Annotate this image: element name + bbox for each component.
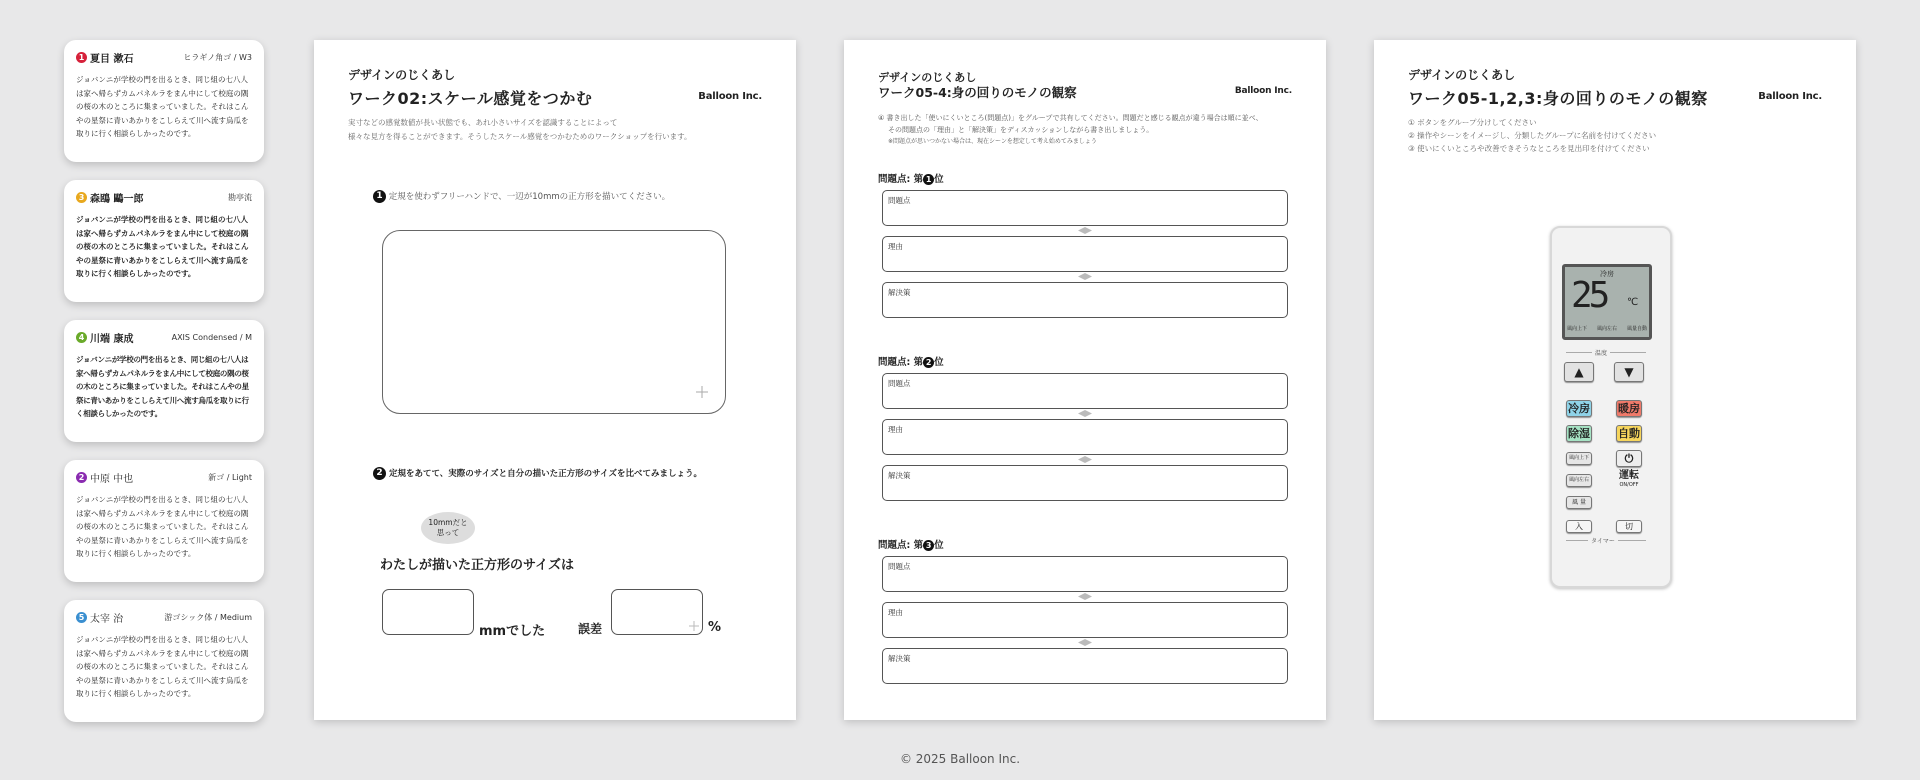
connector-icon (1078, 593, 1092, 600)
card-font-name: 新ゴ / Light (208, 473, 252, 482)
unit-percent-label: % (708, 620, 722, 635)
card-author: 中原 中也 (90, 474, 134, 485)
speech-bubble (421, 512, 475, 544)
dry-mode-button[interactable]: 除湿 (1568, 427, 1590, 440)
series-title: デザインのじくあし (1408, 68, 1516, 82)
onoff-label: ON/OFF (1619, 482, 1639, 488)
question-2 (373, 467, 702, 480)
crosshair-icon (689, 621, 699, 631)
instruction-item: ② 操作やシーンをイメージし、分類したグループに名前を付けてください (1408, 131, 1657, 140)
font-card-2 (64, 460, 264, 582)
desc-line-2: 様々な見方を得ることができます。そうしたスケール感覚をつかむためのワークショップを行います。 (348, 132, 692, 141)
card-number-badge: 3 (76, 192, 87, 203)
connector-icon (1078, 639, 1092, 646)
reason-field[interactable]: 理由 (882, 602, 1288, 638)
page-description (878, 112, 1318, 148)
solution-field[interactable]: 解決策 (882, 465, 1288, 501)
card-author: 太宰 治 (90, 614, 124, 625)
card-font-name: AXIS Condensed / M (171, 333, 252, 342)
lcd-label: 風向左右 (1596, 326, 1617, 332)
card-number-badge: 5 (76, 612, 87, 623)
card-sample-text: ジョバンニが学校の門を出るとき、同じ組の七八人は家へ帰らずカムパネルラをまん中にして校庭の隅の桜の木のところに集まっていました。それはこんやの星祭に青いあかりをこしらえて川へ流す烏瓜を取りに行く相談らしかったのです。 (76, 355, 249, 418)
lcd-label: 風向上下 (1567, 326, 1588, 332)
error-input-box[interactable] (611, 589, 703, 635)
instruction-item: ③ 使いにくいところや改善できそうなところを見出印を付けてください (1408, 144, 1650, 153)
reason-field[interactable]: 理由 (882, 419, 1288, 455)
page-title: ワーク02:スケール感覚をつかむ (348, 89, 593, 108)
series-title: デザインのじくあし (348, 68, 456, 82)
timer-on-button[interactable]: 入 (1566, 520, 1592, 533)
font-card-1 (64, 40, 264, 162)
company-logo: Balloon Inc. (1758, 91, 1822, 102)
bubble-line-1: 10mmだと (428, 518, 468, 527)
question-number: 1 (373, 190, 386, 203)
card-number-badge: 4 (76, 332, 87, 343)
card-author: 夏目 漱石 (90, 54, 134, 65)
card-font-name: 游ゴシック体 / Medium (164, 613, 252, 622)
card-number-badge: 1 (76, 52, 87, 63)
heat-mode-button[interactable]: 暖房 (1618, 402, 1640, 415)
worksheet-page-observation-4 (844, 40, 1326, 720)
card-sample-text: ジョバンニが学校の門を出るとき、同じ組の七八人は家へ帰らずカムパネルラをまん中にして校庭の隅の桜の木のところに集まっていました。それはこんやの星祭に青いあかりをこしらえて川へ流す烏瓜を取りに行く相談らしかったのです。 (76, 635, 249, 698)
connector-icon (1078, 227, 1092, 234)
card-font-name: ヒラギノ角ゴ / W3 (183, 53, 252, 62)
connector-icon (1078, 273, 1092, 280)
rank-badge: 1 (923, 174, 934, 185)
question-text: 定規を使わずフリーハンドで、一辺が10mmの正方形を描いてください。 (388, 192, 671, 202)
page-title: ワーク05-1,2,3:身の回りのモノの観察 (1408, 89, 1708, 108)
timer-off-button[interactable]: 切 (1616, 520, 1642, 533)
fan-speed-button[interactable]: 風 量 (1566, 496, 1592, 509)
instruction-item: ① ボタンをグループ分けしてください (1408, 118, 1537, 127)
font-card-5 (64, 600, 264, 722)
company-logo: Balloon Inc. (1234, 86, 1292, 96)
crosshair-icon (695, 385, 709, 399)
temp-down-button[interactable]: ▼ (1614, 362, 1644, 382)
unit-mm-label: mmでした (479, 624, 546, 639)
worksheet-page-observation-123 (1374, 40, 1856, 720)
question-1 (373, 190, 670, 203)
card-number-badge: 2 (76, 472, 87, 483)
result-label: わたしが描いた正方形のサイズは (380, 558, 574, 573)
problem-field[interactable]: 問題点 (882, 373, 1288, 409)
error-label: 誤差 (578, 622, 603, 636)
card-sample-text: ジョバンニが学校の門を出るとき、同じ組の七八人は家へ帰らずカムパネルラをまん中にして校庭の隅の桜の木のところに集まっていました。それはこんやの星祭に青いあかりをこしらえて川へ流す烏瓜を取りに行く相談らしかったのです。 (76, 75, 249, 138)
desc-note: ※問題点が思いつかない場合は、現在シーンを想定して考え始めてみましょう (888, 138, 1097, 145)
freehand-drawing-area[interactable] (382, 230, 726, 414)
instruction-list (1408, 116, 1656, 155)
series-title: デザインのじくあし (878, 71, 977, 84)
card-sample-text: ジョバンニが学校の門を出るとき、同じ組の七八人は家へ帰らずカムパネルラをまん中にして校庭の隅の桜の木のところに集まっていました。それはこんやの星祭に青いあかりをこしらえて川へ流す烏瓜を取りに行く相談らしかったのです。 (76, 215, 249, 278)
question-number: 2 (373, 467, 386, 480)
desc-line-2: その問題点の「理由」と「解決策」をディスカッションしながら書き出しましょう。 (888, 126, 1154, 134)
auto-mode-button[interactable]: 自動 (1618, 427, 1640, 440)
footer-copyright: © 2025 Balloon Inc. (899, 752, 1021, 766)
card-font-name: 勘亭流 (228, 193, 252, 202)
size-input-box[interactable] (382, 589, 474, 635)
rank-badge: 3 (923, 540, 934, 551)
solution-field[interactable]: 解決策 (882, 648, 1288, 684)
remote-lcd-screen (1562, 264, 1652, 340)
question-text: 定規をあてて、実際のサイズと自分の描いた正方形のサイズを比べてみましょう。 (388, 469, 702, 479)
connector-icon (1078, 410, 1092, 417)
card-author: 川端 康成 (90, 334, 134, 345)
lcd-temperature-unit: ℃ (1627, 297, 1639, 308)
power-button[interactable]: ⏻ (1616, 450, 1642, 467)
solution-field[interactable]: 解決策 (882, 282, 1288, 318)
problem-field[interactable]: 問題点 (882, 556, 1288, 592)
font-card-3 (64, 180, 264, 302)
group-heading: 問題点: 第 2 位 (878, 357, 944, 368)
temp-up-button[interactable]: ▲ (1564, 362, 1594, 382)
lcd-label: 風量自動 (1626, 326, 1647, 332)
card-sample-text: ジョバンニが学校の門を出るとき、同じ組の七八人は家へ帰らずカムパネルラをまん中にして校庭の隅の桜の木のところに集まっていました。それはこんやの星祭に青いあかりをこしらえて川へ流す烏瓜を取りに行く相談らしかったのです。 (76, 495, 249, 558)
connector-icon (1078, 456, 1092, 463)
run-label: 運転 (1619, 470, 1639, 481)
problem-field[interactable]: 問題点 (882, 190, 1288, 226)
page-description (348, 116, 768, 144)
reason-field[interactable]: 理由 (882, 236, 1288, 272)
cool-mode-button[interactable]: 冷房 (1568, 402, 1590, 415)
rank-badge: 2 (923, 357, 934, 368)
group-heading: 問題点: 第 1 位 (878, 174, 944, 185)
card-author: 森鴎 鷗一郎 (90, 194, 144, 205)
air-conditioner-remote (1550, 226, 1672, 588)
temp-section-label: 温度 (1592, 348, 1610, 357)
group-heading: 問題点: 第 3 位 (878, 540, 944, 551)
bubble-line-2: 思って (436, 528, 460, 537)
lcd-status-labels (1567, 325, 1647, 332)
company-logo: Balloon Inc. (698, 91, 762, 102)
desc-line-1: 実寸などの感覚数値が長い状態でも、あれ小さいサイズを認識することによって (348, 118, 618, 127)
timer-section-label: タイマー (1588, 536, 1618, 545)
lcd-temperature: 25 (1571, 275, 1607, 316)
desc-line-1: ④ 書き出した「使いにくいところ(問題点)」をグループで共有してください。問題だと感じる観点が違う場合は順に並べ、 (878, 114, 1263, 122)
page-title: ワーク05-4:身の回りのモノの観察 (878, 85, 1077, 100)
swing-vertical-button[interactable]: 風向上下 (1566, 452, 1592, 465)
lcd-mode: 冷房 (1600, 270, 1614, 278)
font-card-4 (64, 320, 264, 442)
worksheet-page-scale (314, 40, 796, 720)
swing-horizontal-button[interactable]: 風向左右 (1566, 474, 1592, 487)
